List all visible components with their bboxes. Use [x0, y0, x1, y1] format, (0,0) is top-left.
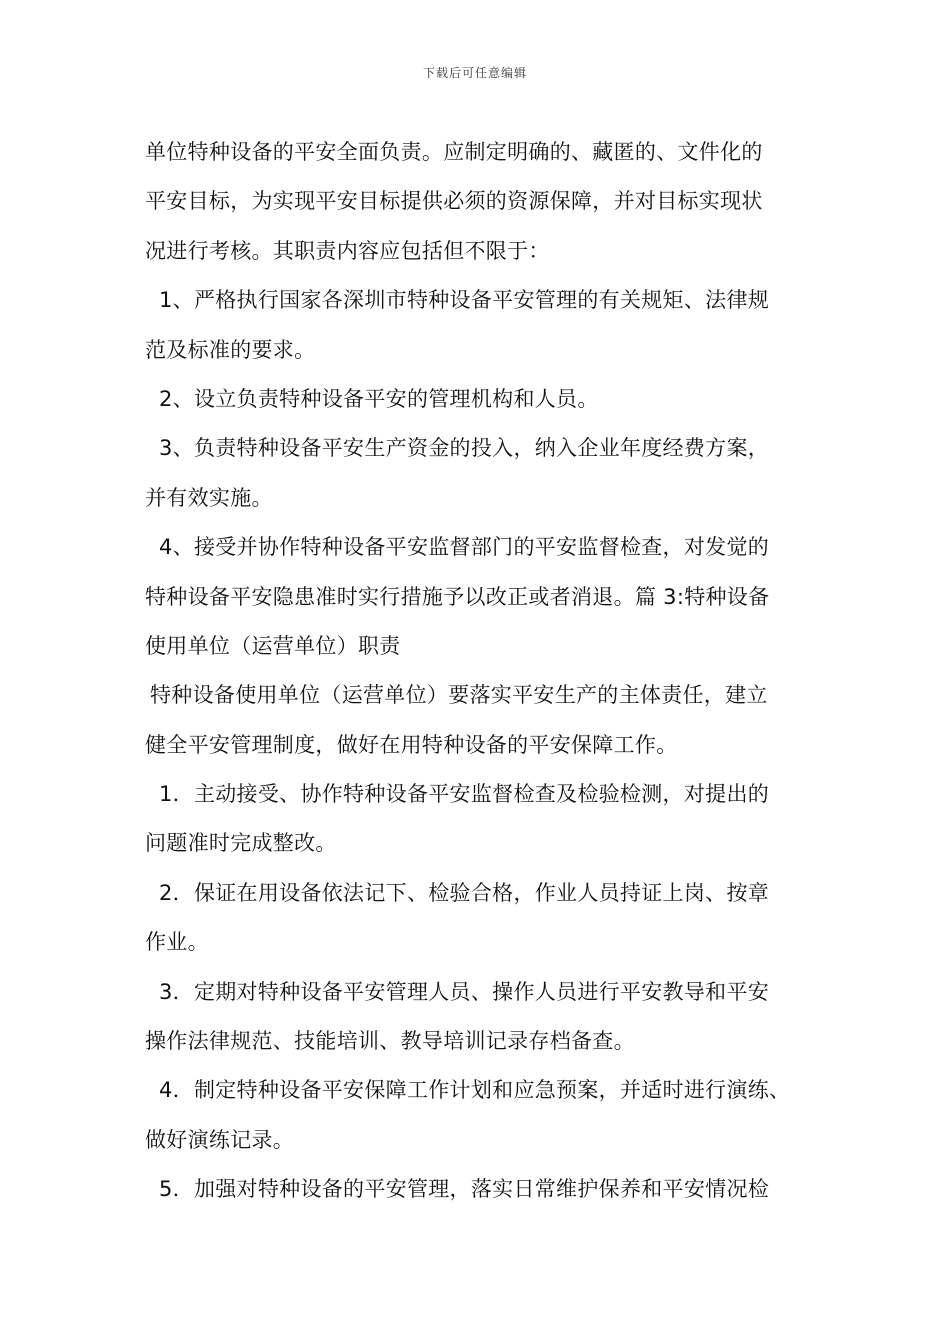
paragraph-line: 况进行考核。其职责内容应包括但不限于： [145, 238, 550, 263]
paragraph-line: 健全平安管理制度，做好在用特种设备的平安保障工作。 [145, 732, 678, 757]
paragraph-line: 平安目标，为实现平安目标提供必须的资源保障，并对目标实现状 [145, 189, 763, 214]
section-heading-line: 使用单位（运营单位）职责 [145, 633, 401, 658]
document-body [145, 128, 825, 1215]
paragraph-line: 作业。 [145, 930, 209, 955]
paragraph-line: 范及标准的要求。 [145, 337, 316, 362]
paragraph-line: 特种设备使用单位（运营单位）要落实平安生产的主体责任，建立 [150, 683, 768, 708]
paragraph-line: 单位特种设备的平安全面负责。应制定明确的、藏匿的、文件化的 [145, 140, 763, 164]
paragraph-line: 并有效实施。 [145, 485, 273, 510]
paragraph-line: 问题准时完成整改。 [145, 831, 337, 856]
list-item-line: 2．保证在用设备依法记下、检验合格，作业人员持证上岗、按章 [159, 880, 770, 905]
list-item-line: 5．加强对特种设备的平安管理，落实日常维护保养和平安情况检 [159, 1177, 770, 1202]
page-header: 下载后可任意编辑 [422, 66, 527, 80]
list-item-line: 3．定期对特种设备平安管理人员、操作人员进行平安教导和平安 [159, 979, 770, 1004]
list-item-line: 4、接受并协作特种设备平安监督部门的平安监督检查，对发觉的 [159, 535, 770, 560]
list-item-line: 1．主动接受、协作特种设备平安监督检查及检验检测，对提出的 [159, 782, 770, 807]
paragraph-line: 做好演练记录。 [145, 1127, 295, 1152]
list-item-line: 1、严格执行国家各深圳市特种设备平安管理的有关规矩、法律规 [159, 288, 770, 313]
paragraph-line: 操作法律规范、技能培训、教导培训记录存档备查。 [145, 1029, 635, 1054]
list-item-line: 2、设立负责特种设备平安的管理机构和人员。 [159, 386, 599, 411]
paragraph-line: 特种设备平安隐患准时实行措施予以改正或者消退。篇 3:特种设备 [145, 584, 770, 609]
list-item-line: 4．制定特种设备平安保障工作计划和应急预案，并适时进行演练、 [159, 1078, 791, 1103]
list-item-line: 3、负责特种设备平安生产资金的投入，纳入企业年度经费方案， [159, 436, 770, 461]
